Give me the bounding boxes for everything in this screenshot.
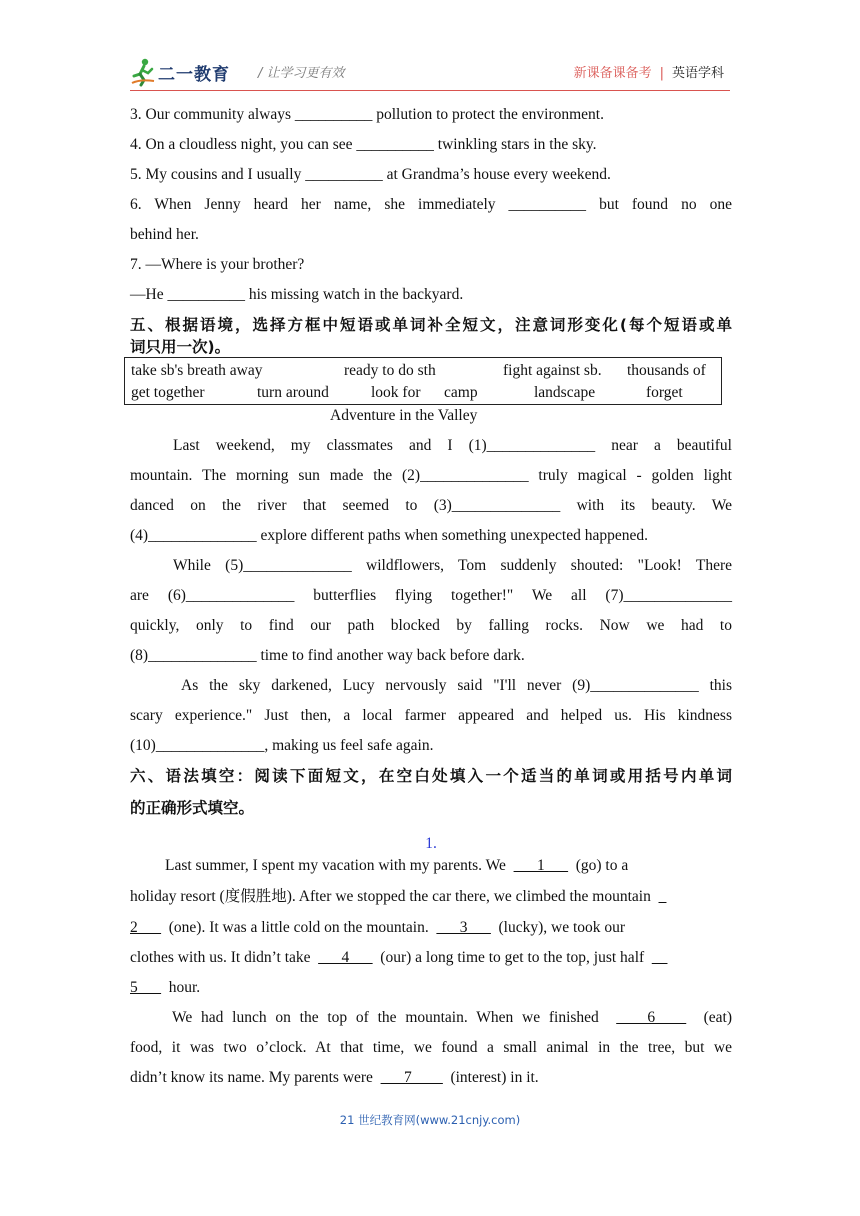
- question-7: 7. —Where is your brother?: [130, 256, 305, 273]
- word-option: fight against sb.: [503, 362, 602, 379]
- passage-number: 1.: [425, 835, 437, 852]
- passage-line: are (6)______________ butterflies flying together!" We all (7)______________: [130, 587, 732, 604]
- grammar-text: (interest) in it.: [450, 1069, 539, 1086]
- word-option: take sb's breath away: [131, 362, 263, 379]
- blank-7: ___7____: [380, 1069, 443, 1086]
- header-tag-prep: 新课备课备考: [573, 66, 652, 81]
- grammar-text: (go) to a: [575, 857, 629, 874]
- section5-heading-cont: 词只用一次)。: [130, 338, 231, 356]
- section6-heading-cont: 的正确形式填空。: [130, 799, 255, 817]
- grammar-line: [130, 948, 732, 968]
- blank-2-start: _: [658, 888, 667, 905]
- word-option: landscape: [534, 384, 596, 401]
- word-option: forget: [646, 384, 683, 401]
- grammar-line: [172, 1008, 732, 1028]
- word-option: get together: [131, 384, 205, 401]
- passage-line: (10)______________, making us feel safe again.: [130, 737, 434, 754]
- question-7-answer: —He __________ his missing watch in the backyard.: [130, 286, 464, 303]
- passage-line: While (5)______________ wildflowers, Tom suddenly shouted: "Look! There: [173, 557, 732, 574]
- grammar-text: clothes with us. It didn’t take: [130, 949, 311, 966]
- grammar-text: Last summer, I spent my vacation with my parents. We: [165, 857, 506, 874]
- word-option: look for: [371, 384, 421, 401]
- blank-2: 2___: [130, 919, 161, 936]
- footer-link[interactable]: 21 世纪教育网(www.21cnjy.com): [339, 1113, 521, 1127]
- grammar-line: food, it was two o’clock. At that time, we found a small animal in the tree, but we: [130, 1039, 732, 1056]
- page-header: [130, 56, 730, 90]
- grammar-line: [165, 856, 732, 876]
- question-4: 4. On a cloudless night, you can see __________ twinkling stars in the sky.: [130, 136, 597, 153]
- grammar-text: (lucky), we took our: [498, 919, 626, 936]
- logo-text: 二一教育: [158, 64, 230, 85]
- grammar-line: [130, 887, 732, 907]
- word-option: camp: [444, 384, 478, 401]
- blank-5: 5___: [130, 979, 161, 996]
- question-3: 3. Our community always __________ pollution to protect the environment.: [130, 106, 604, 123]
- blank-3: ___3___: [436, 919, 491, 936]
- grammar-text: holiday resort (度假胜地). After we stopped the car there, we climbed the mountain: [130, 888, 651, 905]
- passage-line: mountain. The morning sun made the (2)______________ truly magical - golden light: [130, 467, 732, 484]
- passage-title: Adventure in the Valley: [330, 407, 478, 424]
- passage-line: As the sky darkened, Lucy nervously said "I'll never (9)______________ this: [181, 677, 732, 694]
- header-right: [574, 62, 724, 81]
- blank-4: ___4___: [318, 949, 373, 966]
- grammar-text: We had lunch on the top of the mountain. When we finished: [172, 1009, 599, 1026]
- grammar-text: (one). It was a little cold on the mountain.: [168, 919, 429, 936]
- word-box: [124, 357, 722, 405]
- blank-6: ____6____: [616, 1009, 687, 1026]
- header-subject: 英语学科: [671, 66, 724, 81]
- runner-logo-icon: [130, 57, 156, 87]
- header-divider: [130, 90, 730, 91]
- passage-line: Last weekend, my classmates and I (1)______________ near a beautiful: [173, 437, 732, 454]
- question-6-cont: behind her.: [130, 226, 199, 243]
- slogan: / 让学习更有效: [258, 66, 345, 81]
- passage-line: quickly, only to find our path blocked by falling rocks. Now we had to: [130, 617, 732, 634]
- passage-line: (8)______________ time to find another way back before dark.: [130, 647, 525, 664]
- word-option: thousands of: [627, 362, 706, 379]
- passage-line: scary experience." Just then, a local farmer appeared and helped us. His kindness: [130, 707, 732, 724]
- grammar-text: (eat): [703, 1009, 733, 1026]
- passage-line: (4)______________ explore different paths when something unexpected happened.: [130, 527, 648, 544]
- section6-heading: 六、语法填空：阅读下面短文，在空白处填入一个适当的单词或用括号内单词: [130, 767, 732, 785]
- word-option: turn around: [257, 384, 329, 401]
- word-option: ready to do sth: [344, 362, 436, 379]
- grammar-line: [130, 978, 732, 998]
- logo: [130, 56, 230, 88]
- section5-heading: 五、根据语境，选择方框中短语或单词补全短文，注意词形变化(每个短语或单: [130, 316, 732, 334]
- grammar-text: (our) a long time to get to the top, just half: [380, 949, 645, 966]
- question-5: 5. My cousins and I usually __________ at Grandma’s house every weekend.: [130, 166, 611, 183]
- blank-5-start: __: [651, 949, 668, 966]
- grammar-text: didn’t know its name. My parents were: [130, 1069, 373, 1086]
- header-separator: |: [659, 66, 664, 81]
- question-6: 6. When Jenny heard her name, she immediately __________ but found no one: [130, 196, 732, 213]
- grammar-text: hour.: [168, 979, 201, 996]
- passage-line: danced on the river that seemed to (3)______________ with its beauty. We: [130, 497, 732, 514]
- grammar-line: [130, 918, 732, 938]
- blank-1: ___1___: [513, 857, 568, 874]
- grammar-line: [130, 1068, 732, 1088]
